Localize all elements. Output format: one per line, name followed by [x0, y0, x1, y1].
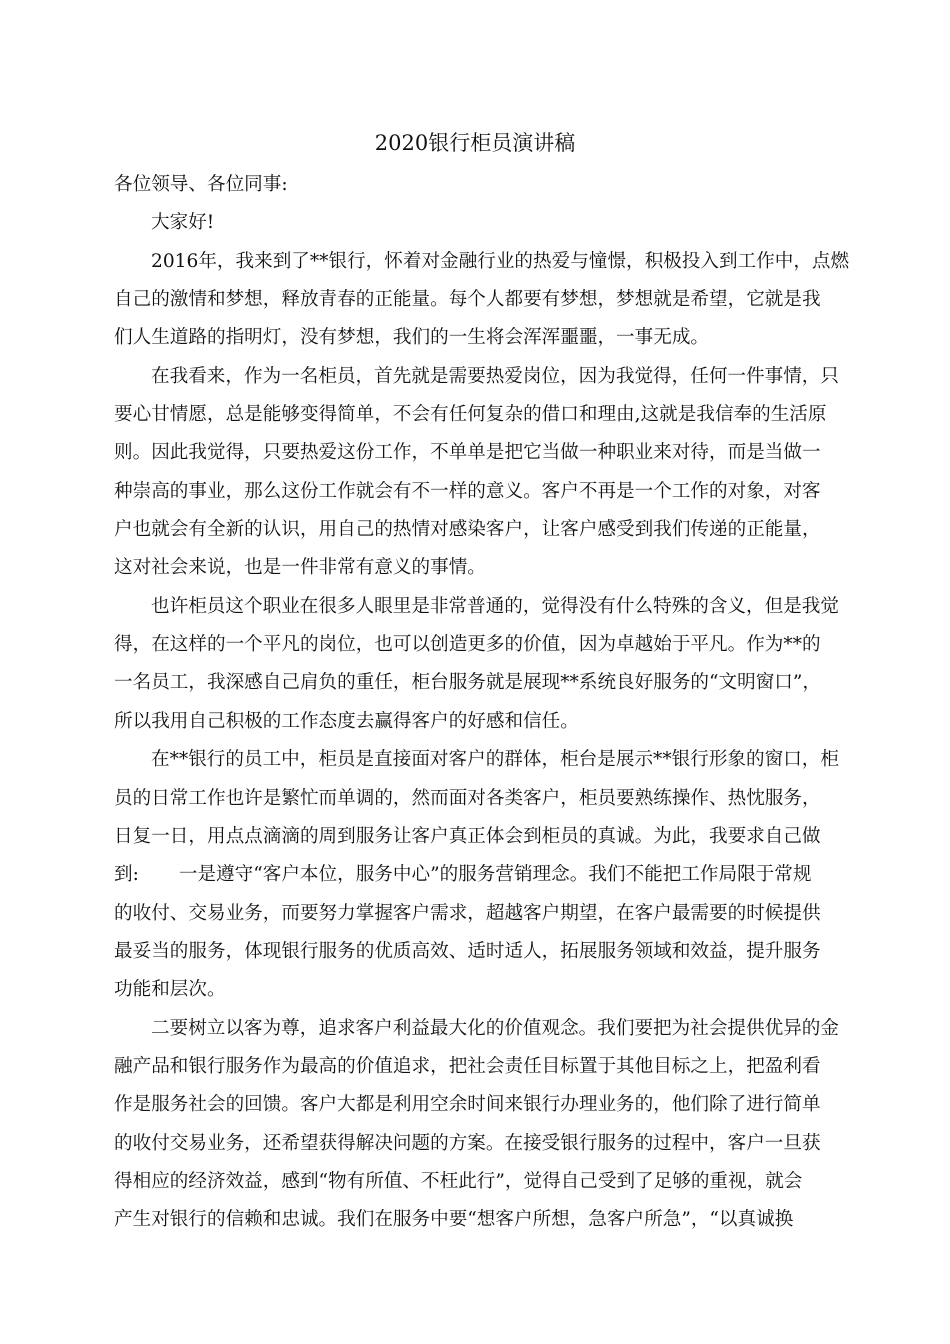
- paragraph-line: 作是服务社会的回馈。客户大都是利用空余时间来银行办理业务的，他们除了进行简单: [114, 1094, 821, 1116]
- paragraph-line: 所以我用自己积极的工作态度去赢得客户的好感和信任。: [114, 710, 579, 732]
- paragraph-line: 得相应的经济效益，感到“物有所值、不枉此行”，觉得自己受到了足够的重视，就会: [114, 1170, 803, 1192]
- paragraph-line: 得，在这样的一个平凡的岗位，也可以创造更多的价值，因为卓越始于平凡。作为**的: [114, 634, 821, 656]
- paragraph-line: 一名员工，我深感自己肩负的重任，柜台服务就是展现**系统良好服务的“文明窗口”，: [114, 672, 821, 694]
- paragraph-line: 功能和层次。: [114, 979, 226, 1001]
- salutation: 各位领导、各位同事:: [114, 174, 288, 195]
- paragraph-line: 们人生道路的指明灯，没有梦想，我们的一生将会浑浑噩噩，一事无成。: [114, 327, 710, 349]
- paragraph-line: 户也就会有全新的认识，用自己的热情对感染客户，让客户感受到我们传递的正能量，: [114, 519, 821, 541]
- paragraph-line: 的收付交易业务，还希望获得解决问题的方案。在接受银行服务的过程中，客户一旦获: [114, 1132, 821, 1154]
- paragraph-line: 在**银行的员工中，柜员是直接面对客户的群体，柜台是展示**银行形象的窗口，柜: [151, 749, 839, 771]
- document-body: [114, 166, 862, 1240]
- paragraph-line: 在我看来，作为一名柜员，首先就是需要热爱岗位，因为我觉得，任何一件事情，只: [151, 365, 839, 387]
- document-title: 2020银行柜员演讲稿: [374, 131, 576, 155]
- paragraph-line: 种崇高的事业，那么这份工作就会有不一样的意义。客户不再是一个工作的对象，对客: [114, 480, 821, 502]
- paragraph-line: 产生对银行的信赖和忠诚。我们在服务中要“想客户所想，急客户所急”，“以真诚换: [114, 1209, 794, 1231]
- greeting: 大家好!: [151, 212, 215, 234]
- paragraph-line: 也许柜员这个职业在很多人眼里是非常普通的，觉得没有什么特殊的含义，但是我觉: [151, 595, 839, 617]
- paragraph-line: 要心甘情愿，总是能够变得简单，不会有任何复杂的借口和理由,这就是我信奉的生活原: [114, 404, 827, 426]
- paragraph-line-start: 到:: [114, 864, 139, 886]
- paragraph-line: 融产品和银行服务作为最高的价值追求，把社会责任目标置于其他目标之上，把盈利看: [114, 1055, 821, 1077]
- paragraph-line: 日复一日，用点点滴滴的周到服务让客户真正体会到柜员的真诚。为此，我要求自己做: [114, 825, 821, 847]
- paragraph-line: 最妥当的服务，体现银行服务的优质高效、适时适人，拓展服务领域和效益，提升服务: [114, 940, 821, 962]
- paragraph-line: 则。因此我觉得，只要热爱这份工作，不单单是把它当做一种职业来对待，而是当做一: [114, 442, 821, 464]
- paragraph-line: [114, 856, 862, 894]
- paragraph-line-continued: 一是遵守“客户本位，服务中心”的服务营销理念。我们不能把工作局限于常规: [178, 864, 812, 886]
- paragraph-line: 自己的激情和梦想，释放青春的正能量。每个人都要有梦想，梦想就是希望，它就是我: [114, 289, 821, 311]
- paragraph-line: 这对社会来说，也是一件非常有意义的事情。: [114, 557, 486, 579]
- paragraph-line: 员的日常工作也许是繁忙而单调的，然而面对各类客户，柜员要熟练操作、热忱服务，: [114, 787, 821, 809]
- paragraph-line: 2016年，我来到了**银行，怀着对金融行业的热爱与憧憬，积极投入到工作中，点燃: [151, 250, 850, 272]
- paragraph-line: 二要树立以客为尊，追求客户利益最大化的价值观念。我们要把为社会提供优异的金: [151, 1017, 839, 1039]
- paragraph-line: 的收付、交易业务，而要努力掌握客户需求，超越客户期望，在客户最需要的时候提供: [114, 902, 821, 924]
